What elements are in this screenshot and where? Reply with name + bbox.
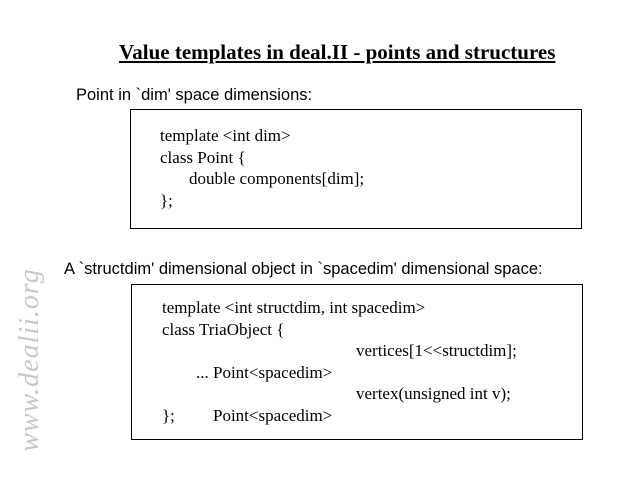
code-line: }; <box>160 190 173 210</box>
point-code-box <box>130 109 582 229</box>
code-line: ... <box>196 362 209 382</box>
code-line <box>162 383 582 425</box>
website-watermark: www.dealii.org <box>14 268 45 452</box>
code-type: Point<spacedim> <box>213 405 333 425</box>
code-line: double components[dim]; <box>189 169 365 188</box>
point-caption: Point in `dim' space dimensions: <box>76 86 313 104</box>
slide-title: Value templates in deal.II - points and structures <box>119 40 556 64</box>
code-line: template <int structdim, int spacedim> <box>162 298 426 317</box>
code-type: Point<spacedim> <box>213 362 333 382</box>
triaobject-code-box <box>131 284 583 440</box>
triaobject-caption: A `structdim' dimensional object in `spacedim' dimensional space: <box>64 260 543 278</box>
code-line: }; <box>162 405 175 425</box>
code-line <box>162 340 582 382</box>
code-line: template <int dim> <box>160 126 291 145</box>
code-line: class TriaObject { <box>162 319 285 339</box>
code-line: class Point { <box>160 147 246 167</box>
code-member: vertices[1<<structdim]; <box>356 341 517 360</box>
code-member: vertex(unsigned int v); <box>356 384 511 403</box>
